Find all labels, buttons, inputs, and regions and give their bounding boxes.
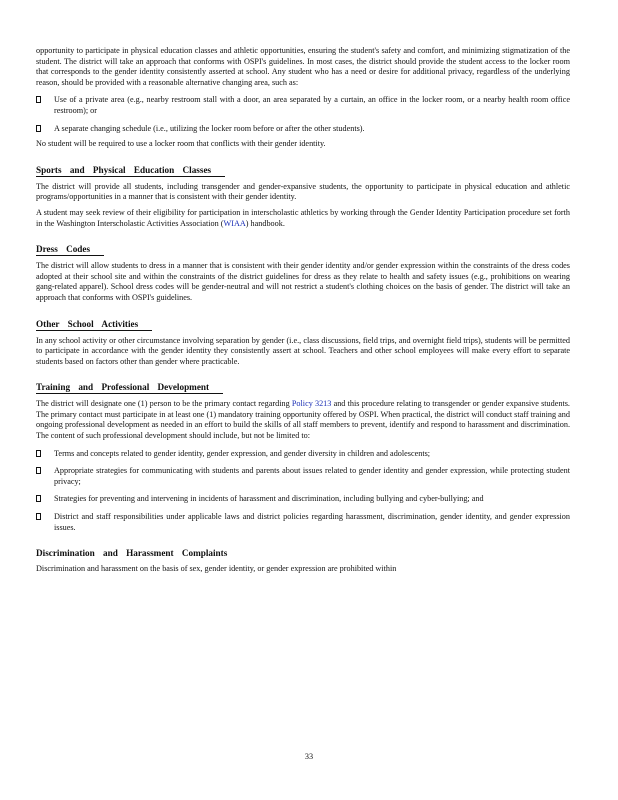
list-item: Strategies for preventing and intervening in incidents of harassment and discrimination, including bullying and cyber-bullying; and [36, 494, 570, 505]
training-paragraph: The district will designate one (1) person to be the primary contact regarding Policy 3213 and this procedure relating to transgender or gender expansive students. The primary contact must participate in at least one (1) mandatory training opportunity offered by OSPI. When practical, the district will conduct staff training and ongoing professional development as needed in an effort to build the skills of all staff members to prevent, identify and respond to harassment and discrimination. The content of such professional development should include, but not be limited to: [36, 399, 570, 441]
bullet-box-icon [36, 467, 41, 474]
list-item: Use of a private area (e.g., nearby restroom stall with a door, an area separated by a curtain, an office in the locker room, or a nearby health room office restroom); or [36, 95, 570, 116]
section-heading-sports: Sports and Physical Education Classes [36, 165, 225, 177]
wiaa-paragraph: A student may seek review of their eligibility for participation in interscholastic athletics by working through the Gender Identity Participation procedure set forth in the Washington Interscholastic Activities Association (WIAA) handbook. [36, 207, 570, 228]
intro-paragraph: opportunity to participate in physical education classes and athletic opportunities, ensuring the student's safety and comfort, and minimizing stigmatization of the student. The district will take an approach that conforms with OSPI's guidelines. In most cases, the district should provide the student access to the locker room that corresponds to the gender identity consistently asserted at school. Any student who has a need or desire for additional privacy, regardless of the underlying reason, should be provided with a reasonable alternative changing area, such as: [36, 46, 570, 87]
wiaa-link[interactable]: WIAA [223, 218, 246, 228]
list-item: A separate changing schedule (i.e., utilizing the locker room before or after the other students). [36, 124, 570, 135]
bullet-box-icon [36, 513, 41, 520]
bullet-box-icon [36, 450, 41, 457]
dress-paragraph: The district will allow students to dress in a manner that is consistent with their gender identity and/or gender expression within the constraints of the dress codes adopted at their school site and within the constraints of the district guidelines for dress as they relate to health and safety issues (e.g., prohibitions on wearing gang-related apparel). School dress codes will be gender-neutral and will not restrict a student's clothing choices on the basis of gender. The district will take an approach that conforms with OSPI's guidelines. [36, 261, 570, 302]
list-item: Terms and concepts related to gender identity, gender expression, and gender diversity in children and adolescents; [36, 449, 570, 460]
discrimination-paragraph: Discrimination and harassment on the basis of sex, gender identity, or gender expression are prohibited within [36, 564, 397, 574]
privacy-options-list [36, 95, 570, 134]
bullet-box-icon [36, 125, 41, 132]
training-topics-list [36, 449, 570, 534]
bullet-box-icon [36, 96, 41, 103]
list-item: Appropriate strategies for communicating with students and parents about issues related to gender identity and gender expression, while protecting student privacy; [36, 466, 570, 487]
locker-room-paragraph: No student will be required to use a locker room that conflicts with their gender identity. [36, 139, 326, 149]
page-number: 33 [304, 752, 314, 761]
section-heading-discrimination: Discrimination and Harassment Complaints [36, 548, 228, 559]
section-heading-activities: Other School Activities [36, 319, 152, 331]
policy-link[interactable]: Policy 3213 [291, 399, 332, 409]
section-heading-dress-codes: Dress Codes [36, 244, 104, 256]
section-heading-training: Training and Professional Development [36, 382, 223, 394]
list-item: District and staff responsibilities under applicable laws and district policies regarding harassment, discrimination, gender identity, and gender expression issues. [36, 512, 570, 533]
activities-paragraph: In any school activity or other circumstance involving separation by gender (i.e., class discussions, field trips, and overnight field trips), students will be permitted to participate in accordance with the gender identity they consistently assert at school. Teachers and other school employees will make every effort to separate students based on factors other than gender where practicable. [36, 335, 570, 366]
bullet-box-icon [36, 495, 41, 502]
sports-paragraph: The district will provide all students, including transgender and gender-expansive students, the opportunity to participate in physical education and athletic programs/opportunities in a manner that is consistent with their gender identity. [36, 181, 570, 202]
